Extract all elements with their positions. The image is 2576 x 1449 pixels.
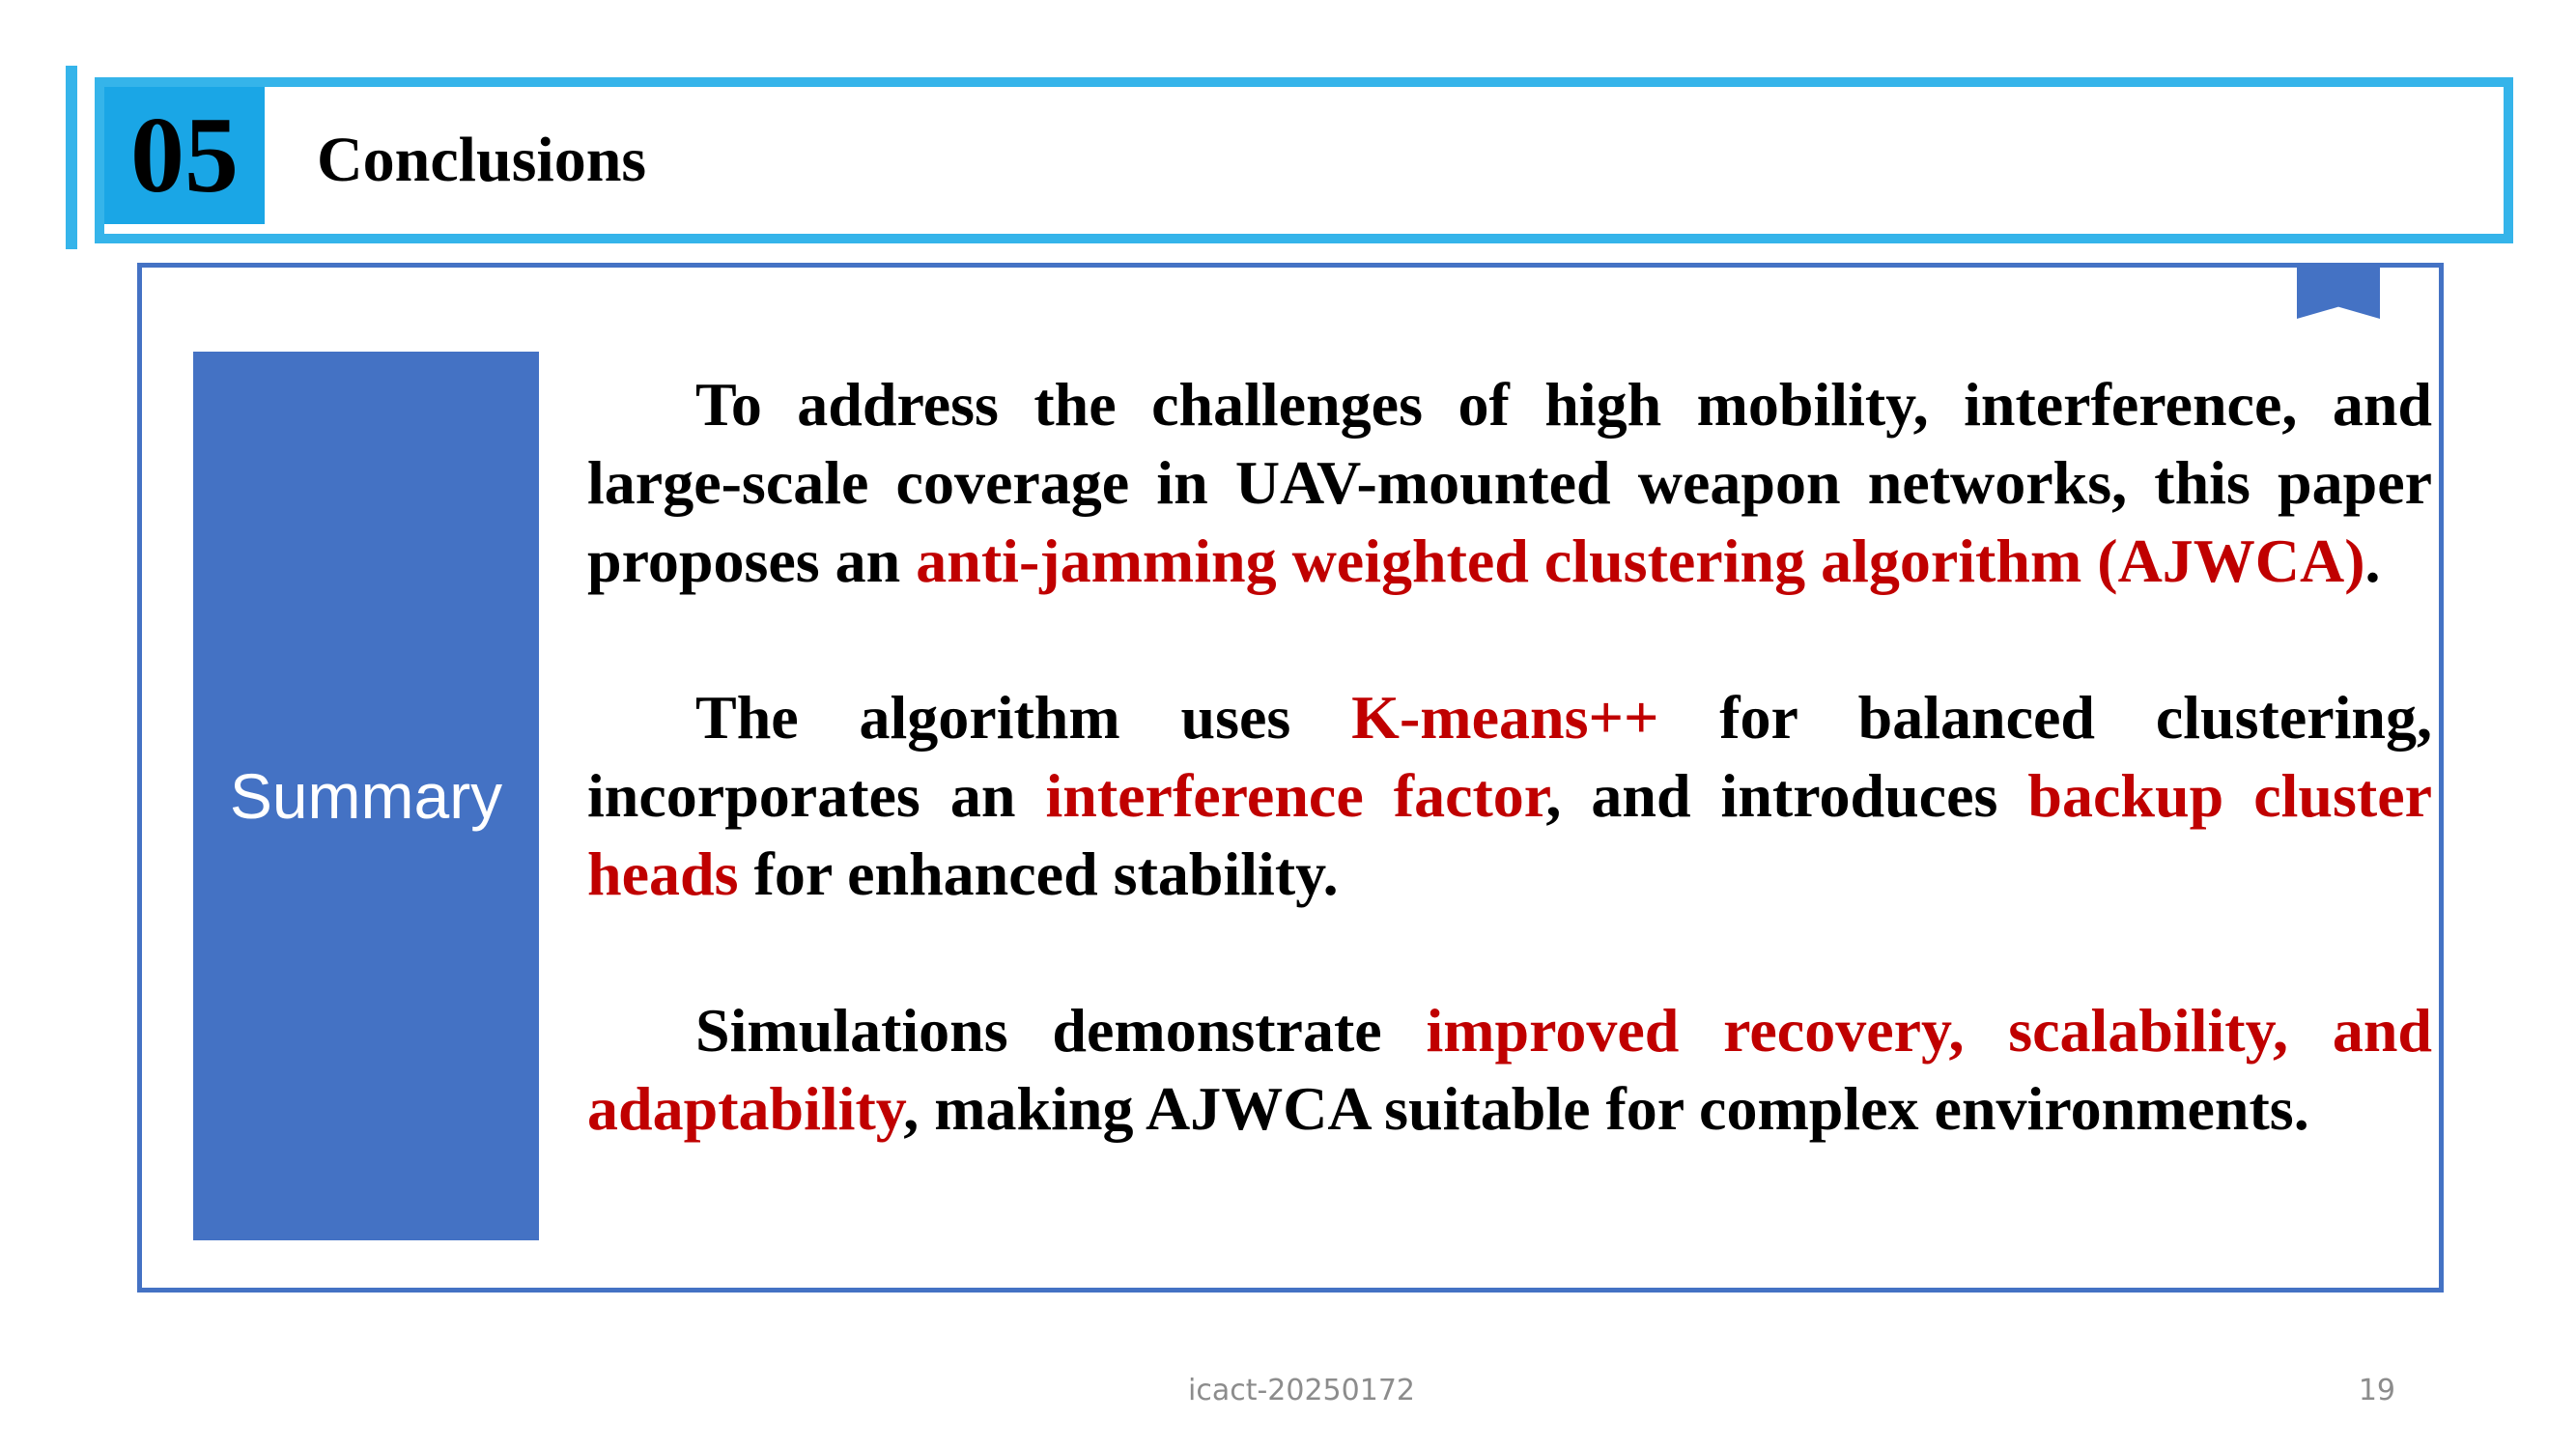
text-segment: .	[2364, 526, 2381, 595]
section-number: 05	[104, 87, 265, 224]
paragraph-3	[587, 991, 2432, 1148]
text-segment: , making AJWCA suitable for complex environments.	[903, 1074, 2309, 1143]
text-segment: , and introduces	[1545, 761, 2028, 830]
highlighted-segment: interference factor	[1045, 761, 1546, 830]
text-segment: To address the challenges of high mobility, interference, and large-scale coverage in UAV-mounted weapon networks, this paper proposes an	[587, 370, 2432, 595]
footer-text: icact-20250172	[1188, 1374, 1415, 1407]
highlighted-segment: K-means++	[1351, 683, 1659, 752]
header-accent-bar	[66, 66, 77, 249]
highlighted-segment: improved recovery, scalability, and adaptability	[587, 996, 2433, 1143]
text-segment: for enhanced stability.	[738, 839, 1339, 908]
summary-body	[587, 365, 2432, 1148]
text-segment: Simulations demonstrate	[695, 996, 1427, 1065]
sidebar-label: Summary	[229, 760, 503, 832]
highlighted-segment: backup cluster heads	[587, 761, 2433, 908]
text-segment: The algorithm uses	[695, 683, 1352, 752]
text-segment: for balanced clustering, incorporates an	[587, 683, 2432, 830]
page-number: 19	[2358, 1374, 2395, 1407]
summary-sidebar	[193, 352, 539, 1240]
highlighted-segment: anti-jamming weighted clustering algorithm (AJWCA)	[916, 526, 2365, 595]
paragraph-2	[587, 678, 2432, 913]
section-title: Conclusions	[317, 125, 647, 195]
paragraph-1	[587, 365, 2432, 600]
